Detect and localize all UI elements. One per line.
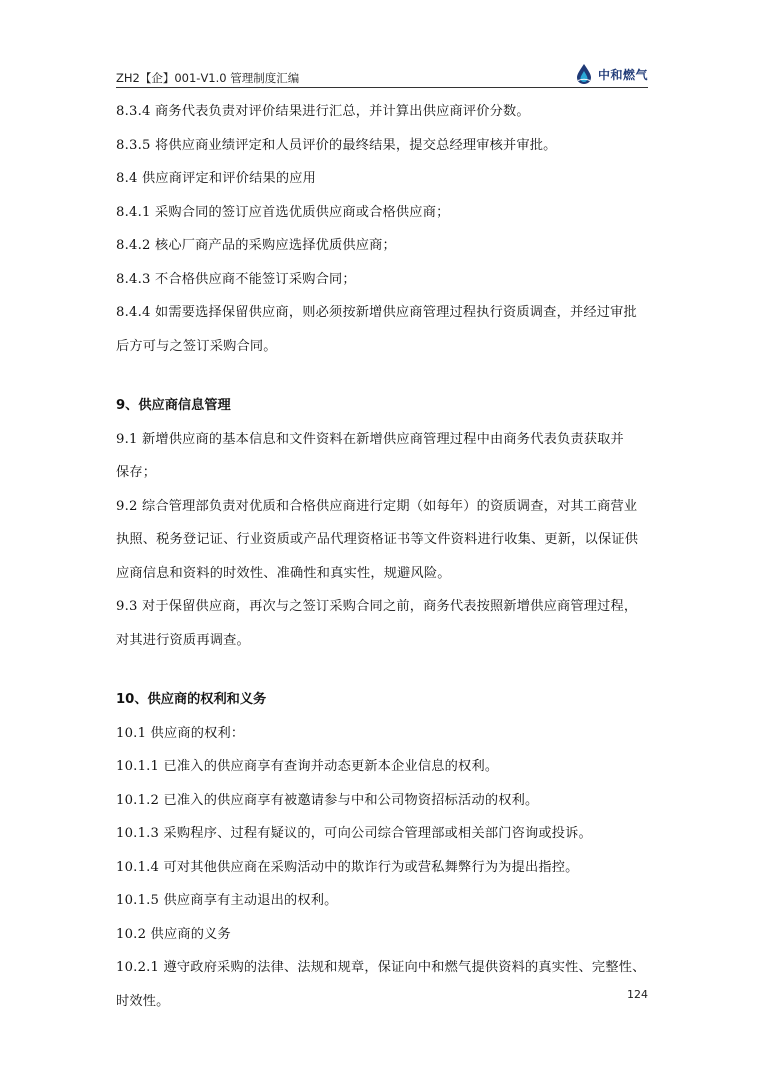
clause-8-4: 8.4 供应商评定和评价结果的应用	[116, 171, 317, 186]
clause-10-2-1-line2: 时效性。	[116, 993, 170, 1009]
clause-8-4-3: 8.4.3 不合格供应商不能签订采购合同；	[116, 271, 356, 287]
flame-drop-logo-icon	[574, 63, 594, 85]
clause-9-1-line1: 9.1 新增供应商的基本信息和文件资料在新增供应商管理过程中由商务代表负责获取并	[116, 431, 624, 447]
clause-9-2-line1: 9.2 综合管理部负责对优质和合格供应商进行定期（如每年）的资质调查，对其工商营业	[116, 498, 638, 514]
clause-8-4-2: 8.4.2 核心厂商产品的采购应选择优质供应商；	[116, 238, 396, 253]
clause-10-2-1-line1: 10.2.1 遵守政府采购的法律、法规和规章，保证向中和燃气提供资料的真实性、完整性、	[116, 960, 646, 975]
clause-10-1-5: 10.1.5 供应商享有主动退出的权利。	[116, 893, 338, 908]
document-body	[116, 95, 648, 1018]
logo-text: 中和燃气	[597, 67, 648, 82]
page-number: 124	[627, 988, 648, 1001]
clause-8-4-4-line1: 8.4.4 如需要选择保留供应商，则必须按新增供应商管理过程执行资质调查，并经过审批	[116, 305, 637, 320]
clause-9-2-line2: 执照、税务登记证、行业资质或产品代理资格证书等文件资料进行收集、更新，以保证供	[116, 532, 639, 547]
clause-8-4-4-line2: 后方可与之签订采购合同。	[116, 338, 277, 354]
clause-9-2-line3: 应商信息和资料的时效性、准确性和真实性，规避风险。	[116, 565, 451, 581]
clause-8-4-1: 8.4.1 采购合同的签订应首选优质供应商或合格供应商；	[116, 204, 450, 220]
header-divider	[116, 87, 648, 88]
clause-10-1-2: 10.1.2 已准入的供应商享有被邀请参与中和公司物资招标活动的权利。	[116, 792, 539, 808]
clause-10-1-4: 10.1.4 可对其他供应商在采购活动中的欺诈行为或营私舞弊行为为提出指控。	[116, 859, 579, 875]
clause-10-1: 10.1 供应商的权利：	[116, 725, 245, 741]
clause-9-1-line2: 保存；	[116, 465, 157, 480]
section-spacer	[116, 363, 648, 389]
clause-10-1-1: 10.1.1 已准入的供应商享有查询并动态更新本企业信息的权利。	[116, 759, 499, 774]
clause-10-1-3: 10.1.3 采购程序、过程有疑议的，可向公司综合管理部或相关部门咨询或投诉。	[116, 826, 592, 841]
page-header	[116, 62, 648, 88]
section-10-heading: 10、供应商的权利和义务	[116, 692, 267, 707]
clause-9-3-line2: 对其进行资质再调查。	[116, 632, 250, 648]
clause-9-3-line1: 9.3 对于保留供应商，再次与之签订采购合同之前，商务代表按照新增供应商管理过程，	[116, 599, 638, 614]
company-logo	[574, 62, 648, 86]
document-title: ZH2【企】001-V1.0 管理制度汇编	[116, 71, 300, 85]
clause-10-2: 10.2 供应商的义务	[116, 926, 231, 942]
clause-8-3-4: 8.3.4 商务代表负责对评价结果进行汇总，并计算出供应商评价分数。	[116, 104, 530, 119]
section-spacer	[116, 657, 648, 683]
clause-8-3-5: 8.3.5 将供应商业绩评定和人员评价的最终结果，提交总经理审核并审批。	[116, 137, 557, 153]
section-9-heading: 9、供应商信息管理	[116, 398, 231, 413]
